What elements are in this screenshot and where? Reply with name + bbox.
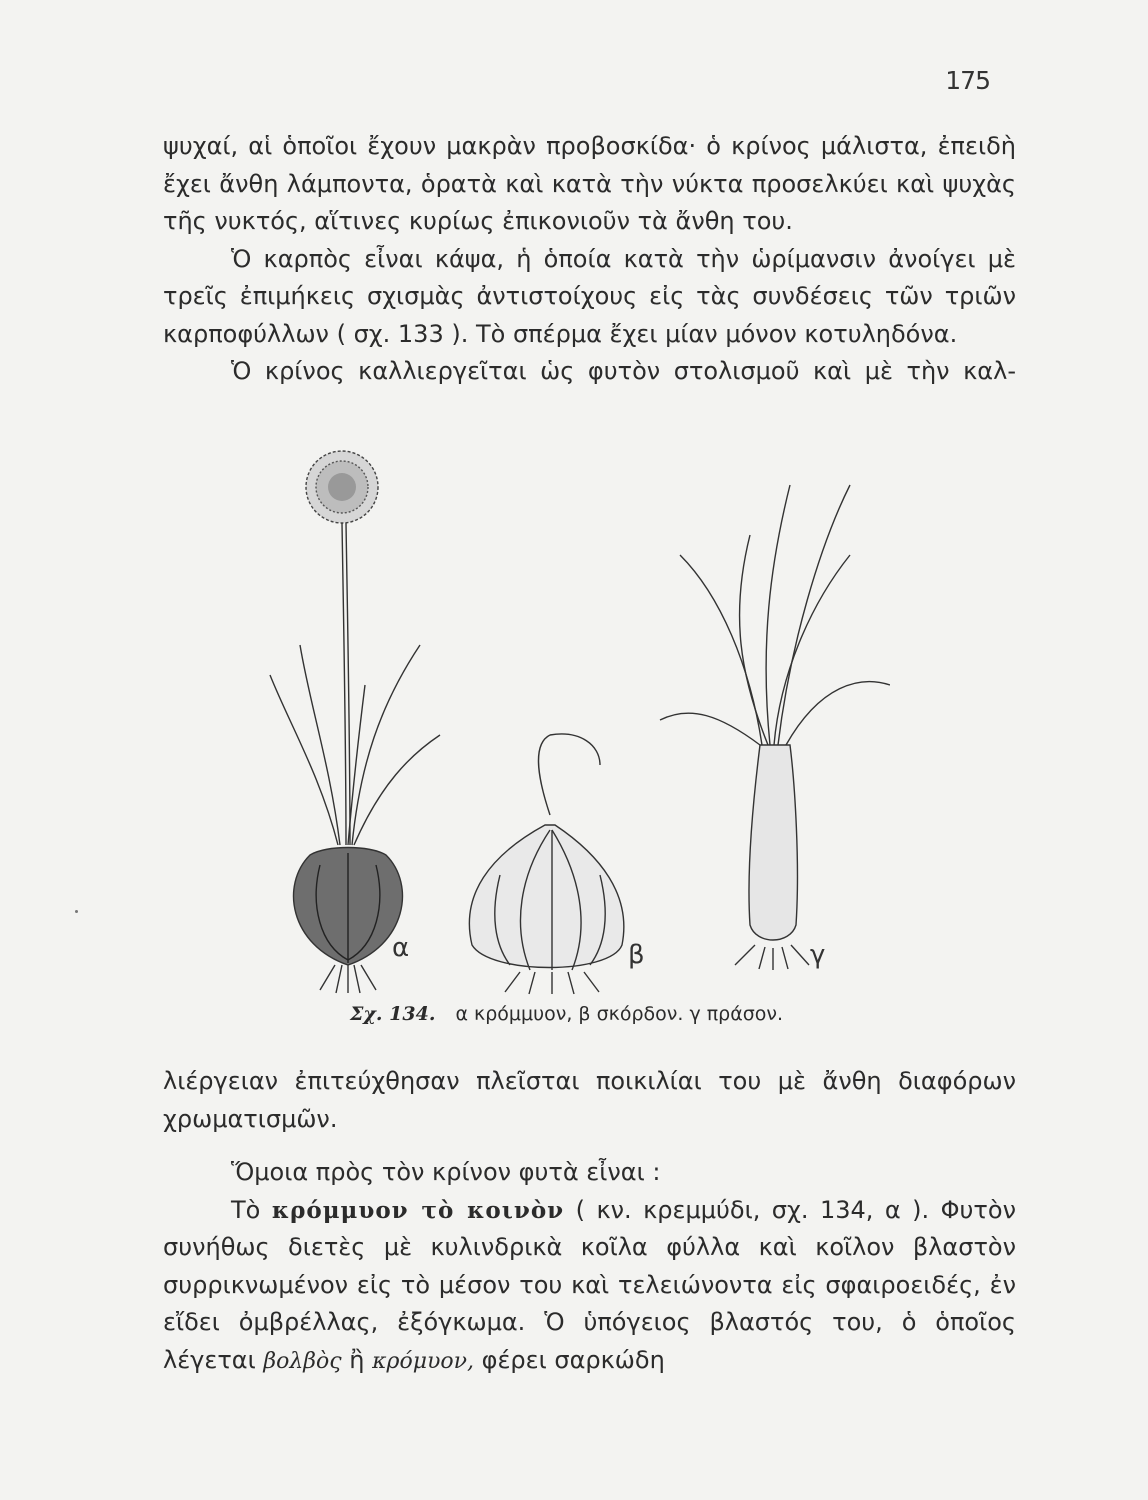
paragraph: ψυχαί, αἱ ὁποῖοι ἔχουν μακρὰν προβοσκίδα· ὁ κρίνος μάλιστα, ἐπειδὴ ἔχει ἄνθη λάμποντα, ὁρατὰ καὶ κατὰ τὴν νύκτα προσελκύει καὶ ψυχὰς τῆς νυκτός, αἵτινες κυρίως ἐπικονιοῦν τὰ ἄνθη του.: [163, 132, 1016, 235]
label-gamma: γ: [810, 940, 826, 970]
figure-caption: [350, 1003, 870, 1025]
paragraph-intro: Ὅμοια πρὸς τὸν κρίνον φυτὰ εἶναι :: [231, 1158, 661, 1186]
scan-speck: [75, 910, 78, 913]
figure-reference: Σχ. 134.: [350, 1003, 436, 1025]
plant-illustration: [250, 445, 890, 995]
onion-drawing: [270, 451, 440, 993]
middle-text: [163, 1063, 1016, 1138]
paragraph: Ὁ καρπὸς εἶναι κάψα, ἡ ὁποία κατὰ τὴν ὡρίμανσιν ἀνοίγει μὲ τρεῖς ἐπιμήκεις σχισμὰς ἀντιστοίχους εἰς τὰς συνδέσεις τῶν τριῶν καρποφύλλων ( σχ. 133 ). Τὸ σπέρμα ἔχει μίαν μόνον κοτυληδόνα.: [163, 244, 1016, 348]
paragraph-onion: [163, 1192, 1016, 1381]
term-italic: κρόμυον,: [372, 1348, 474, 1374]
connector-word: ἢ: [349, 1345, 365, 1374]
label-beta: β: [628, 940, 645, 970]
page-number: 175: [945, 66, 990, 95]
label-alpha: α: [392, 933, 410, 963]
garlic-drawing: [469, 734, 623, 994]
term-bold: κρόμμυον τὸ κοινὸν: [271, 1196, 565, 1224]
paragraph: Ὁ κρίνος καλλιεργεῖται ὡς φυτὸν στολισμοῦ καὶ μὲ τὴν καλ-: [231, 357, 1016, 385]
top-text: [163, 128, 1016, 391]
leek-drawing: [660, 485, 890, 970]
term-italic: βολβὸς: [263, 1348, 342, 1374]
figure-134: [250, 445, 890, 995]
caption-text: α κρόμμυον, β σκόρδον. γ πράσον.: [455, 1003, 784, 1025]
onion-description: ( κν. κρεμμύδι, σχ. 134, α ). Φυτὸν συνήθως διετὲς μὲ κυλινδρικὰ κοῖλα φύλλα καὶ κοῖλον βλαστὸν συρρικνωμένον εἰς τὸ μέσον του καὶ τελειώνοντα εἰς σφαιροειδές, ἐν εἴδει ὀμβρέλλας, ἐξόγκωμα. Ὁ ὑπόγειος βλαστός του, ὁ ὁποῖος λέγεται: [163, 1195, 1016, 1374]
bottom-text: [163, 1154, 1016, 1380]
tail-text: φέρει σαρκώδη: [481, 1345, 665, 1374]
paragraph: λιέργειαν ἐπιτεύχθησαν πλεῖσται ποικιλίαι του μὲ ἄνθη διαφόρων χρωματισμῶν.: [163, 1067, 1016, 1133]
lead-word: Τὸ: [231, 1195, 261, 1224]
